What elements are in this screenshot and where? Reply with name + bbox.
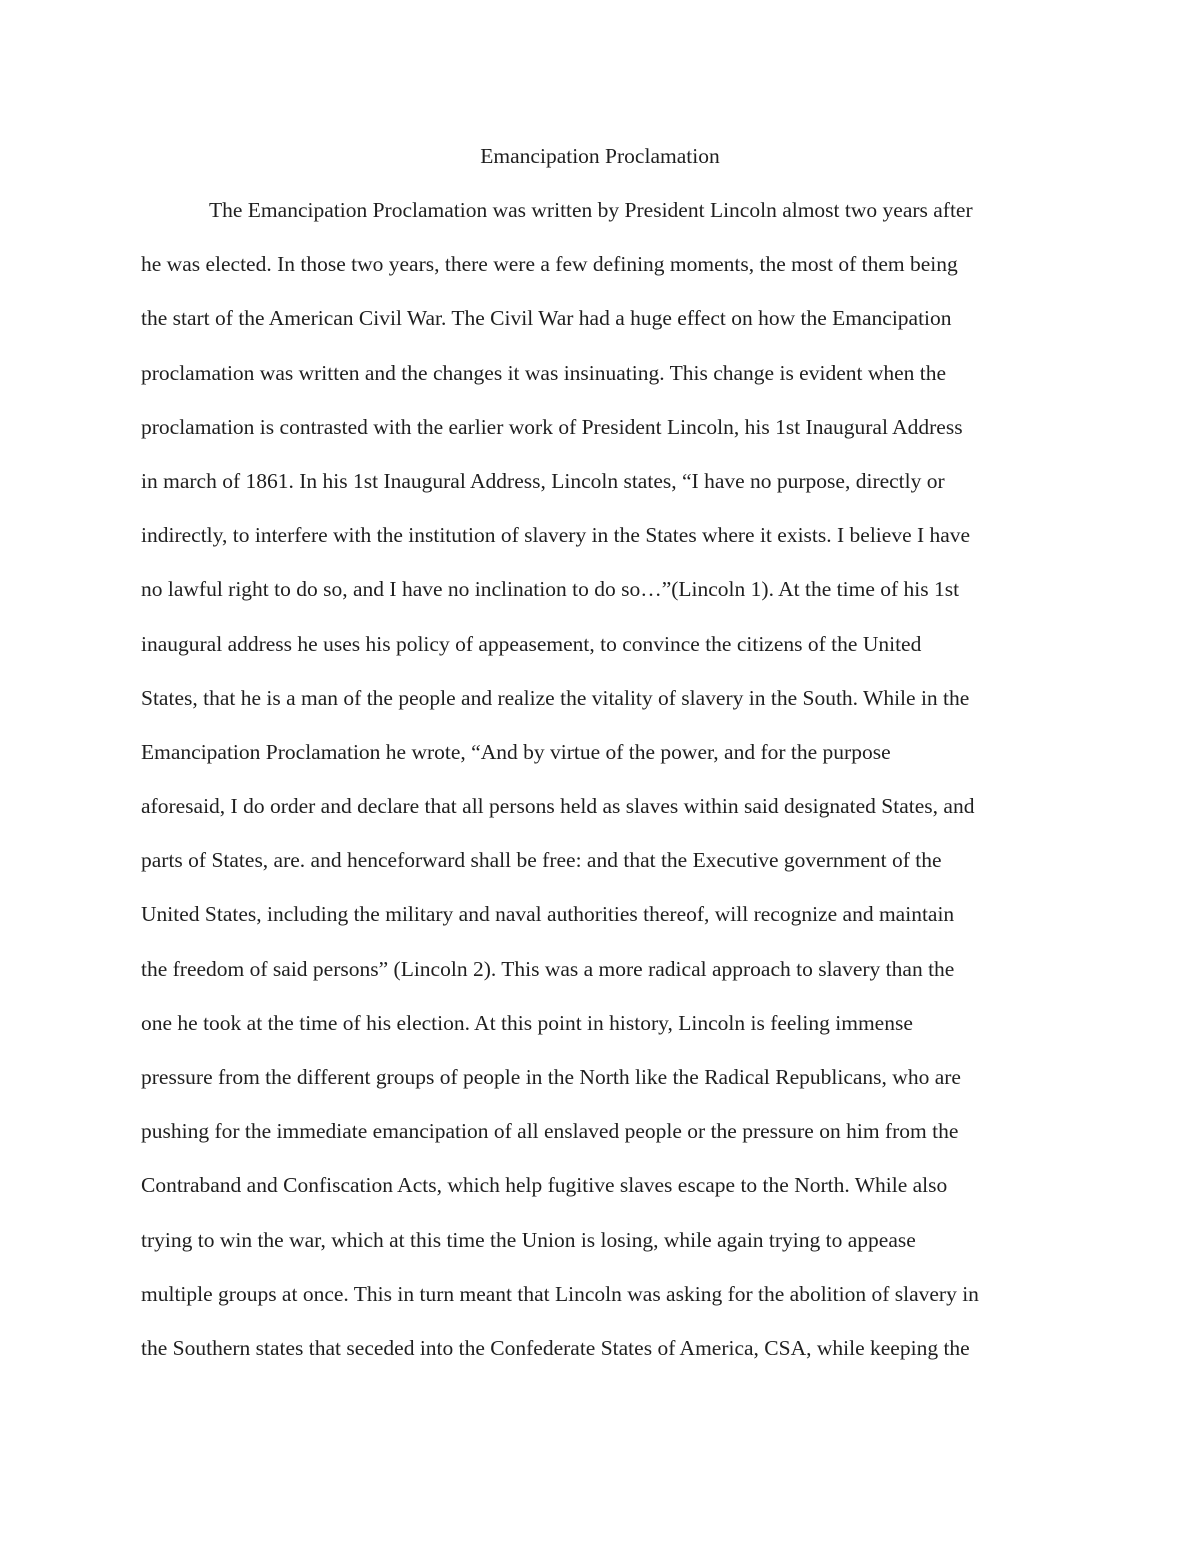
paragraph-line: no lawful right to do so, and I have no inclination to do so…”(Lincoln 1). At the time of his 1st — [141, 577, 960, 602]
paragraph-line: multiple groups at once. This in turn meant that Lincoln was asking for the abolition of slavery in — [141, 1281, 979, 1306]
paragraph-line: inaugural address he uses his policy of appeasement, to convince the citizens of the United — [141, 631, 922, 656]
body-paragraph — [141, 196, 1081, 1388]
paragraph-line: trying to win the war, which at this time the Union is losing, while again trying to appease — [141, 1227, 916, 1252]
paragraph-line: he was elected. In those two years, there were a few defining moments, the most of them being — [141, 252, 958, 277]
paragraph-line: proclamation is contrasted with the earlier work of President Lincoln, his 1st Inaugural Address — [141, 414, 963, 439]
paragraph-line: one he took at the time of his election. At this point in history, Lincoln is feeling immense — [141, 1010, 913, 1035]
document-title: Emancipation Proclamation — [480, 144, 720, 168]
paragraph-line: parts of States, are. and henceforward shall be free: and that the Executive government of the — [141, 848, 942, 873]
paragraph-line: the freedom of said persons” (Lincoln 2). This was a more radical approach to slavery than the — [141, 956, 955, 981]
paragraph-line: indirectly, to interfere with the institution of slavery in the States where it exists. I believe I have — [141, 523, 971, 548]
paragraph-line: pressure from the different groups of people in the North like the Radical Republicans, who are — [141, 1065, 961, 1089]
paragraph-line: The Emancipation Proclamation was written by President Lincoln almost two years after — [209, 198, 973, 222]
paragraph-line: the Southern states that seceded into the Confederate States of America, CSA, while keeping the — [141, 1335, 970, 1360]
paragraph-line: Emancipation Proclamation he wrote, “And by virtue of the power, and for the purpose — [141, 739, 891, 764]
paragraph-line: aforesaid, I do order and declare that all persons held as slaves within said designated States, and — [141, 794, 975, 819]
paragraph-line: in march of 1861. In his 1st Inaugural Address, Lincoln states, “I have no purpose, directly or — [141, 468, 945, 493]
paragraph-line: States, that he is a man of the people and realize the vitality of slavery in the South. While in the — [141, 685, 970, 710]
paragraph-line: United States, including the military and naval authorities thereof, will recognize and maintain — [141, 902, 955, 927]
paragraph-line: pushing for the immediate emancipation of all enslaved people or the pressure on him from the — [141, 1119, 959, 1144]
paragraph-line: proclamation was written and the changes it was insinuating. This change is evident when the — [141, 360, 947, 385]
paragraph-line: Contraband and Confiscation Acts, which help fugitive slaves escape to the North. While also — [141, 1173, 948, 1198]
paragraph-line: the start of the American Civil War. The Civil War had a huge effect on how the Emancipation — [141, 306, 952, 331]
